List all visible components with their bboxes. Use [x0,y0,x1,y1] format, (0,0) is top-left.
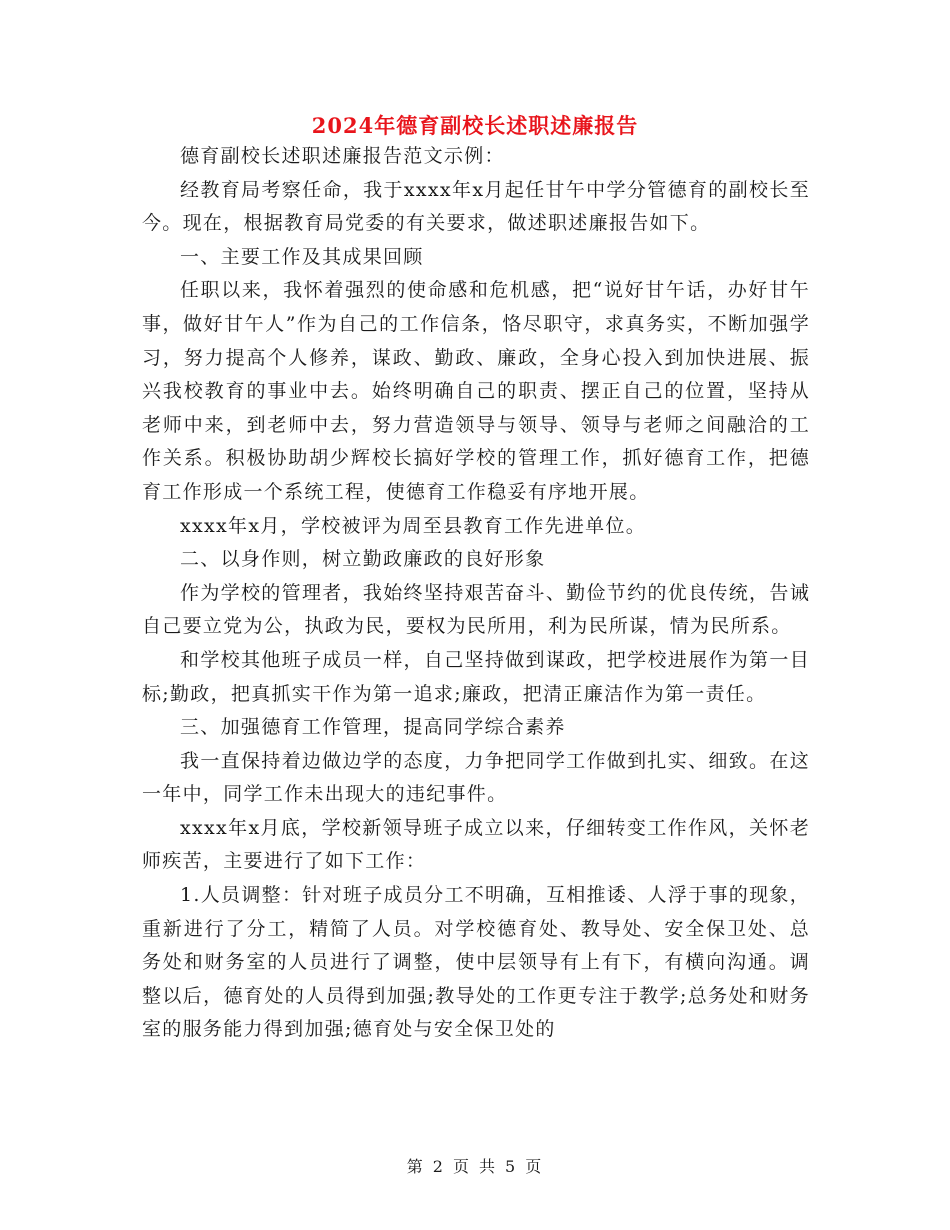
document-title: 2024年德育副校长述职述廉报告 [311,113,639,138]
paragraph: 任职以来，我怀着强烈的使命感和危机感，把“说好甘午话，办好甘午事，做好甘午人”作为自己的工作信条，恪尽职守，求真务实，不断加强学习，努力提高个人修养，谋政、勤政、廉政，全身心投入到加快进展、振兴我校教育的事业中去。始终明确自己的职责、摆正自己的位置，坚持从老师中来，到老师中去，努力营造领导与领导、领导与老师之间融洽的工作关系。积极协助胡少辉校长搞好学校的管理工作，抓好德育工作，把德育工作形成一个系统工程，使德育工作稳妥有序地开展。 [142,279,810,503]
footer-page-prefix: 第 [406,1157,425,1176]
footer-total-prefix: 共 [479,1157,498,1176]
section-heading-3: 三、加强德育工作管理，提高同学综合素养 [180,716,566,739]
document-body [142,140,810,1047]
paragraph: xxxx年x月底，学校新领导班子成立以来，仔细转变工作作风，关怀老师疾苦，主要进行了如下工作： [142,816,810,873]
paragraph: xxxx年x月，学校被评为周至县教育工作先进单位。 [180,514,647,537]
footer-total-unit: 页 [525,1157,544,1176]
footer-total-pages: 5 [505,1157,518,1176]
footer-page-unit: 页 [452,1157,471,1176]
paragraph: 作为学校的管理者，我始终坚持艰苦奋斗、勤俭节约的优良传统，告诫自己要立党为公，执政为民，要权为民所用，利为民所谋，情为民所系。 [142,581,810,638]
paragraph: 我一直保持着边做边学的态度，力争把同学工作做到扎实、细致。在这一年中，同学工作未出现大的违纪事件。 [142,749,810,806]
page-footer [0,1154,950,1177]
footer-page-number: 2 [432,1157,445,1176]
paragraph-intro: 德育副校长述职述廉报告范文示例： [180,145,505,167]
section-heading-1: 一、主要工作及其成果回顾 [180,245,424,268]
list-item: 1.人员调整：针对班子成员分工不明确，互相推诿、人浮于事的现象，重新进行了分工，精简了人员。对学校德育处、教导处、安全保卫处、总务处和财务室的人员进行了调整，使中层领导有上有下，有横向沟通。调整以后，德育处的人员得到加强;教导处的工作更专注于教学;总务处和财务室的服务能力得到加强;德育处与安全保卫处的 [142,884,810,1041]
paragraph: 和学校其他班子成员一样，自己坚持做到谋政，把学校进展作为第一目标;勤政，把真抓实干作为第一追求;廉政，把清正廉洁作为第一责任。 [142,648,810,705]
section-heading-2: 二、以身作则，树立勤政廉政的良好形象 [180,548,546,571]
paragraph: 经教育局考察任命，我于xxxx年x月起任甘午中学分管德育的副校长至今。现在，根据教育局党委的有关要求，做述职述廉报告如下。 [142,178,810,235]
